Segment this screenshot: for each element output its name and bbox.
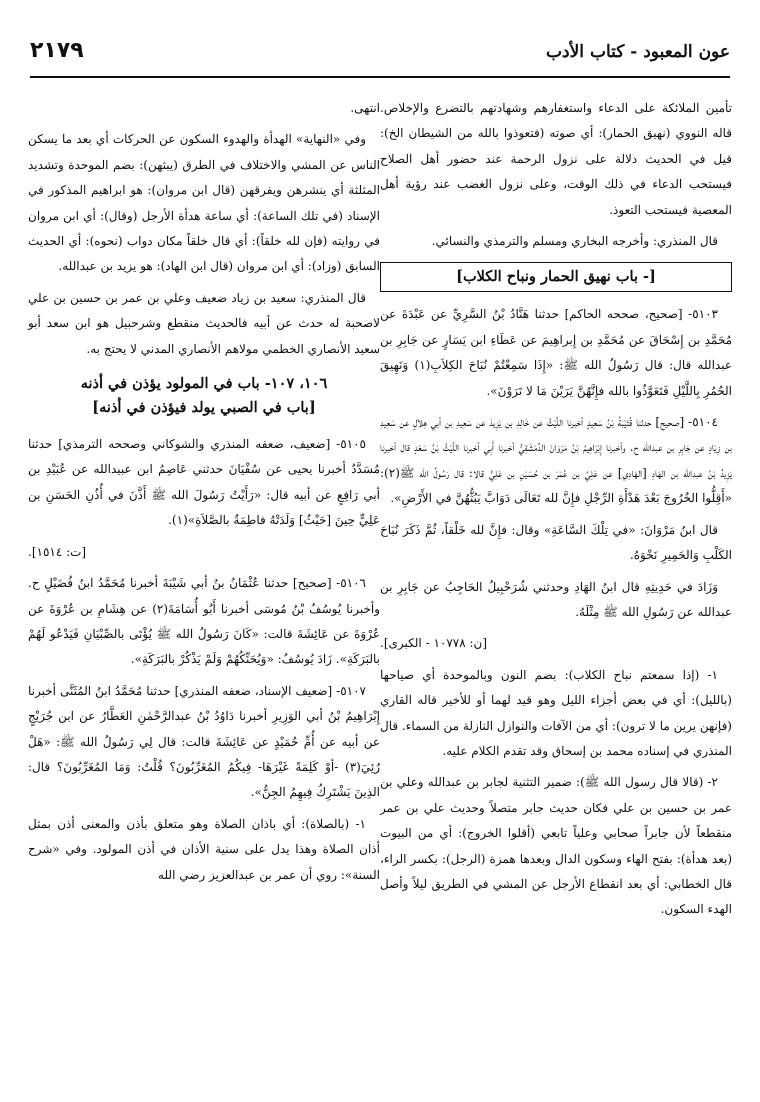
commentary-paragraph: ١- (إذا سمعتم نباح الكلاب): بضم النون وبالموحدة أي صياحها (بالليل): أي في بعض أجزاء الليل وهو قيد لهما أو للأخير قاله القاري (فإنهن يرين ما لا ترون): أي من الآفات والنوازل النازلة من السماء. قال المنذري في إسناده محمد بن إسحاق وقد تقدم الكلام عليه. bbox=[380, 667, 732, 758]
right-column bbox=[380, 96, 732, 929]
chapter-title: ١٠٦، ١٠٧- باب في المولود يؤذن في أذنه bbox=[80, 375, 328, 393]
left-column bbox=[28, 96, 380, 894]
hadith-paragraph: ٥١٠٣- [صحيح، صححه الحاكم] حدثنا هَنَّادُ بْنُ السَّرِيِّ عن عَبْدَةَ عن مُحَمَّدِ بن إِسْحَاقَ عن مُحَمَّدِ بن إِبراهِيمَ عن عَطَاءِ ابن يَسَارٍ عن جَابِرِ بن عبدالله قال: قال رَسُولُ الله ﷺ: «إِذَا سَمِعْتُمْ نُبَاحَ الكِلاَبِ(١) وَنَهِيقَ الحُمُرِ بِاللَّيْلِ فَتَعَوَّذُوا بالله فإِنَّهُنَّ يَرَيْنَ مَا لا تَرَوْنَ». bbox=[380, 307, 732, 398]
paragraph: وفي «النهاية» الهدأة والهدوء السكون عن الحركات أي بعد ما يسكن الناس عن المشي والاختلاف في الطرق (يبثهن): بضم الموحدة وتشديد المثلثة أي ينشرهن ويفرقهن (قال ابن مروان): هو ابراهيم المذكور في الإسناد (في تلك الساعة): أي ساعة هدأة الأرجل (وقال): أي ابن مروان في روايته (فإن لله خلقاً): أي قال خلقاً مكان دواب (نحوه): أي الحديث السابق (وزاد): أي ابن مروان (قال ابن الهاد): هو يزيد بن عبدالله. bbox=[28, 132, 380, 274]
page-number: ٢١٧٩ bbox=[30, 38, 84, 63]
reference: [ن: ١٠٧٧٨ - الكبرى]. bbox=[380, 636, 488, 651]
paragraph: قال المنذري: وأخرجه البخاري ومسلم والترمذي والنسائي. bbox=[431, 234, 718, 249]
paragraph: تأمين الملائكة على الدعاء واستغفارهم وشهادتهم بالتضرع والإخلاص. قاله النووي (نهيق الحمار): أي صوته (فتعوذوا بالله من الشيطان الخ): قيل في الحديث دلالة على نزول الرحمة عند حضور أهل الصلاح فيستحب الدعاء في ذلك الوقت، وعلى نزول الغضب عند رؤية أهل المعصية فيستحب التعوذ. bbox=[380, 101, 732, 217]
paragraph: انتهى. bbox=[350, 101, 380, 115]
running-title: عون المعبود - كتاب الأدب bbox=[546, 42, 730, 62]
hadith-paragraph: ٥١٠٦- [صحيح] حدثنا عُثْمَانُ بنُ أبي شَيْبَةَ أخبرنا مُحَمَّدُ ابنُ فُضَيْلٍ ح. وأخبرنا يُوسُفُ بْنُ مُوسَى أخبرنا أَبُو أُسَامَةَ(٢) عن هِشَامِ بن عُرْوَةَ عن عُرْوَةَ عن عَائِشَةَ قالت: «كَانَ رَسُولُ الله ﷺ يُؤْتَى بالصِّبْيَانِ فَيَدْعُو لَهُمْ بالبَرَكَةِ». زَادَ يُوسُفُ: «وَيُحَنِّكُهُمْ وَلَمْ يَذْكُرْ بالبَرَكَةِ». bbox=[28, 576, 381, 667]
hadith-paragraph: ٥١٠٧- [ضعيف الإسناد، ضعفه المنذري] حدثنا مُحَمَّدُ ابنُ المُثَنَّى أخبرنا إِبْرَاهِيمُ بْنُ أبي الوَزِيرِ أخبرنا دَاوُدُ بْنُ عبدالرَّحْمٰنِ العَطَّارُ عن ابن جُرَيْجٍ عن أبيه عن أُمِّ حُمَيْدٍ عن عَائِشَةَ قالت: قال لِي رَسُولُ الله ﷺ: «هَلْ رُئِيَ(٣) -أوْ كَلِمَةً غَيْرَهَا- فِيكُمُ المُغَرِّبُونَ؟ قُلْتُ: وَمَا المُغَرِّبُونَ؟ قال: الذِينَ يَشْتَرِكُ فِيهِمُ الجِنُّ». bbox=[28, 683, 380, 800]
paragraph: وَزَادَ في حَدِيثِهِ قال ابنُ الهَادِ وحدثني شُرَحْبِيلُ الحَاجِبُ عن جَابِرِ بن عبدالله عن رَسُولِ الله ﷺ مِثْلَهُ. bbox=[380, 579, 732, 619]
reference: [ت: ١٥١٤]. bbox=[28, 544, 87, 559]
chapter-heading bbox=[28, 370, 380, 422]
commentary-paragraph: ٢- (قالا قال رسول الله ﷺ): ضمير التثنية لجابر بن عبدالله وعلي بن عمر بن حسين بن علي فكان حديث جابر متصلاً وحديث علي بن عمر منقطعاً لأن جابراً صحابي وعلياً تابعي (أقلوا الخروج): أي من البيوت (بعد هدأة): بفتح الهاء وسكون الدال وبعدها همزة (الرجل): بكسر الراء، قال الخطابي: أي بعد انقطاع الأرجل عن المشي في الطريق ليلاً وأصل الهدء السكون. bbox=[380, 775, 732, 917]
chapter-title: [- باب نهيق الحمار ونباح الكلاب] bbox=[380, 262, 732, 292]
hadith-paragraph: ٥١٠٥- [ضعيف، ضعفه المنذري والشوكاني وصححه الترمذي] حدثنا مُسَدَّدٌ أخبرنا يحيى عن سُفْيَانَ حدثني عَاصِمُ ابن عبيدالله عن عُبَيْدِ بن أبي رَافِعٍ عن أبيه قال: «رَأَيْتُ رَسُولَ الله ﷺ أَذَّنَ في أُذُنِ الحَسَنِ بن عَلِيٍّ حِينَ [حَيْثُ] وَلَدَتْهُ فاطِمَةُ بالصَّلاَةِ»(١). bbox=[28, 437, 380, 528]
hadith-paragraph: ٥١٠٤- [صحيح] حدثنا قُتَيْبَةُ بْنُ سَعِيدٍ أخبرنا اللَّيْثُ عن خَالِدِ بن يَزِيدَ عن سَعِيدِ بن أبي هِلاَلٍ عن سَعِيدِ بن زِيَادٍ عن جَابِرِ بن عبدالله ح. وأخبرنا إِبْرَاهِيمُ بْنُ مَرْوَانَ الدِّمَشْقِيُّ أخبرنا أَبِي أخبرنا اللَّيْثُ بْنُ سَعْدٍ قال أخبرنا يَزِيدُ بْنُ عبدالله بن الهَادِ [الهَادِي] عن عَلِيِّ بن عُمَرَ بن حُسَيْنِ بن عَلِيٍّ قالا: قال رَسُولُ الله ﷺ(٢): «أَقِلُّوا الخُرُوجَ بَعْدَ هَدْأَةِ الرِّجْلِ فإِنَّ لله تَعَالَى دَوَابَّ يَبُثُّهُنَّ في الأَرْضِ». bbox=[380, 415, 732, 506]
page-header bbox=[30, 38, 730, 74]
header-divider bbox=[30, 76, 730, 78]
paragraph: قال ابنُ مَرْوَانَ: «في تِلْكَ السَّاعَةِ» وقال: فإِنَّ لله خَلْقاً، ثُمَّ ذَكَرَ نُبَاحَ الكَلْبِ وَالحَمِيرِ نَحْوَهُ. bbox=[380, 522, 732, 563]
commentary-paragraph: ١- (بالصلاة): أي باذان الصلاة وهو متعلق بأذن والمعنى أذن بمثل أذان الصلاة وهذا يدل على سنية الأذان في أذن المولود. وفي «شرح السنة»: روي أن عمر بن عبدالعزيز رضي الله bbox=[28, 816, 380, 882]
chapter-subtitle: [باب في الصبي يولد فيؤذن في أذنه] bbox=[92, 399, 316, 417]
paragraph: قال المنذري: سعيد بن زياد ضعيف وعلي بن عمر بن حسين بن علي لاصحبة له حدث عن أبيه فالحديث منقطع وشرحبيل هو ابن سعد أبو سعيد الأنصاري الخطمي مولاهم الأنصاري المدني لا يحتج به. bbox=[28, 290, 380, 356]
